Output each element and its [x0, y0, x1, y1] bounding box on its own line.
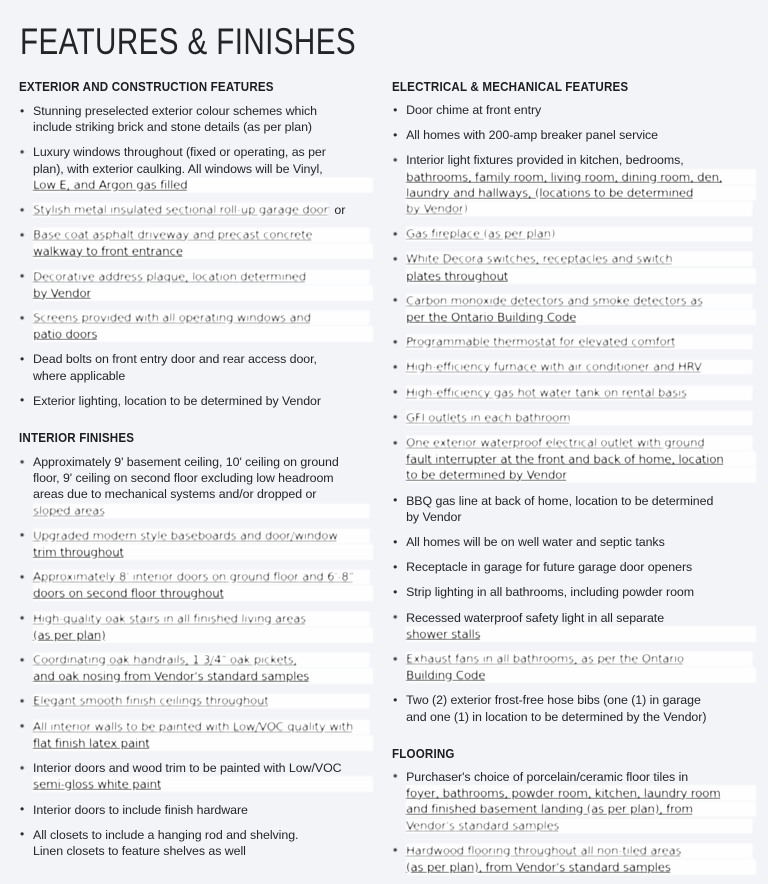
feature-list-electrical-mechanical-features: [391, 102, 756, 725]
feature-item: [391, 584, 756, 600]
section-heading-electrical-mechanical-features: ELECTRICAL & MECHANICAL FEATURES: [392, 80, 629, 94]
feature-text-line-degraded: • Programmable thermostat for elevated comfort: [406, 335, 753, 350]
feature-item: [391, 769, 756, 834]
feature-text-line: • Two (2) exterior frost-free hose bibs (one (1) in garage: [406, 693, 701, 708]
feature-text-line-degraded: (as per plan), from Vendor's standard samples: [406, 859, 756, 875]
feature-text-line-degraded: • All interior walls to be painted with Low/VOC quality with: [33, 719, 370, 734]
feature-text-line-degraded: walkway to front entrance: [33, 244, 373, 260]
feature-text-line-degraded: flat finish latex paint: [33, 735, 373, 751]
feature-item: [18, 719, 373, 751]
section-heading-flooring: FLOORING: [392, 746, 455, 761]
feature-text-line: • Purchaser's choice of porcelain/ceramic floor tiles in: [406, 769, 689, 784]
feature-text-line-degraded: • Screens provided with all operating windows and: [33, 311, 370, 326]
feature-text-line-degraded: • Hardwood flooring throughout all non-tiled areas: [406, 843, 753, 858]
feature-text-line: and one (1) in location to be determined by the Vendor): [406, 709, 707, 724]
feature-item: [391, 385, 756, 401]
feature-text-line-degraded: plates throughout: [406, 268, 756, 284]
feature-text-line: areas due to mechanical systems and/or dropped or: [33, 487, 317, 502]
feature-item: [391, 534, 756, 550]
feature-text-line: • Luxury windows throughout (fixed or operating, as per: [33, 145, 326, 160]
feature-text-line-degraded: Stylish metal insulated sectional roll-up garage door: [32, 203, 329, 217]
feature-item: [18, 269, 373, 301]
feature-item: [391, 152, 756, 217]
feature-text-line: • Strip lighting in all bathrooms, including powder room: [406, 585, 695, 600]
feature-text-line-degraded: fault interrupter at the front and back of home, location: [406, 451, 756, 467]
feature-text-line: • All homes with 200-amp breaker panel service: [406, 128, 659, 143]
feature-text-line-degraded: semi-gloss white paint: [33, 776, 373, 792]
feature-item: [18, 611, 373, 643]
feature-text-line-degraded: • Exhaust fans in all bathrooms, as per the Ontario: [406, 652, 753, 667]
feature-item: [391, 692, 756, 724]
feature-text-line-degraded: • Base coat asphalt driveway and precast concrete: [33, 228, 370, 243]
feature-text-line: • Door chime at front entry: [406, 103, 542, 117]
feature-item: [391, 559, 756, 575]
feature-item: [18, 351, 373, 383]
feature-item: [18, 393, 373, 409]
feature-text-line: • Approximately 9' basement ceiling, 10' ceiling on ground: [33, 455, 339, 470]
feature-item: [391, 127, 756, 143]
feature-item: [18, 310, 373, 342]
feature-text-line-degraded: doors on second floor throughout: [33, 586, 373, 602]
feature-text-line-degraded: bathrooms, family room, living room, dining room, den,: [406, 169, 756, 185]
feature-item: [391, 251, 756, 283]
feature-item: [391, 610, 756, 642]
feature-text-line-degraded: foyer, bathrooms, powder room, kitchen, laundry room: [406, 785, 756, 801]
feature-text-line-degraded: • Coordinating oak handrails, 1 3/4" oak pickets,: [33, 653, 370, 668]
right-column: [391, 80, 756, 884]
feature-item: [391, 435, 756, 484]
feature-item: [18, 760, 373, 792]
feature-text-line: include striking brick and stone details (as per plan): [33, 120, 312, 135]
feature-text-line: • BBQ gas line at back of home, location to be determined: [406, 493, 714, 508]
feature-item: [18, 569, 373, 601]
feature-item: [18, 528, 373, 560]
feature-item: [391, 359, 756, 375]
feature-item: [391, 102, 756, 118]
feature-text-line-degraded: patio doors: [33, 326, 373, 342]
feature-text-line-degraded: by Vendor): [406, 202, 753, 217]
feature-item: [18, 227, 373, 259]
feature-text-line-degraded: Low E, and Argon gas filled: [33, 177, 373, 193]
feature-text-line-degraded: sloped areas: [33, 503, 370, 518]
feature-item: [391, 226, 756, 242]
feature-text-line-degraded: and finished basement landing (as per plan), from: [406, 802, 756, 818]
left-column: [18, 80, 373, 868]
feature-text-line-degraded: by Vendor: [33, 285, 373, 301]
feature-text-line: • Dead bolts on front entry door and rear access door,: [33, 352, 317, 367]
feature-text-line: by Vendor: [406, 509, 462, 524]
feature-text-line-degraded: and oak nosing from Vendor's standard samples: [33, 668, 373, 684]
feature-item: [18, 103, 373, 135]
feature-text-line-degraded: • White Decora switches, receptacles and switch: [406, 252, 753, 267]
feature-text-line: • Interior doors to include finish hardware: [33, 802, 248, 817]
feature-item: [18, 802, 373, 818]
feature-text-line-degraded: Vendor's standard samples: [406, 818, 753, 833]
feature-text-line-degraded: trim throughout: [33, 544, 373, 560]
feature-text-line-tail: or: [331, 203, 346, 218]
section-heading-interior-finishes: INTERIOR FINISHES: [19, 431, 135, 446]
two-column-layout: [18, 80, 756, 884]
feature-text-line: • Receptacle in garage for future garage door openers: [406, 560, 693, 575]
feature-item: [391, 651, 756, 683]
feature-text-line-degraded: • Gas fireplace (as per plan): [406, 227, 753, 242]
feature-list-flooring: [391, 769, 756, 875]
feature-text-line-degraded: • Elegant smooth finish ceilings throughout: [33, 694, 370, 709]
feature-item: [18, 827, 373, 859]
feature-text-line: • Recessed waterproof safety light in all separate: [406, 610, 665, 625]
feature-text-line-degraded: per the Ontario Building Code: [406, 309, 756, 325]
feature-text-line-degraded: • High-efficiency gas hot water tank on rental basis: [406, 385, 753, 400]
feature-text-line-degraded: • Carbon monoxide detectors and smoke detectors as: [406, 293, 753, 308]
feature-text-line: • All homes will be on well water and septic tanks: [406, 535, 665, 550]
feature-item: [18, 144, 373, 193]
section-heading-exterior-and-construction-features: EXTERIOR AND CONSTRUCTION FEATURES: [19, 80, 274, 94]
feature-text-line-degraded: • High-quality oak stairs in all finished living areas: [33, 611, 370, 626]
feature-text-line-degraded: • Upgraded modern style baseboards and door/window: [33, 528, 370, 543]
feature-text-line-degraded: • Approximately 8' interior doors on ground floor and 6'-8": [33, 570, 370, 585]
feature-item: [18, 454, 373, 519]
feature-text-line-degraded: • One exterior waterproof electrical outlet with ground: [406, 436, 753, 451]
feature-item: [18, 652, 373, 684]
feature-text-line-degraded: • GFI outlets in each bathroom: [406, 410, 753, 425]
feature-text-line-degraded: laundry and hallways, (locations to be determined: [406, 185, 756, 201]
feature-text-line-degraded: (as per plan): [33, 627, 373, 643]
page-title: FEATURES & FINISHES: [20, 21, 356, 62]
feature-text-line: plan), with exterior caulking. All windows will be Vinyl,: [33, 161, 323, 176]
feature-text-line: • Stunning preselected exterior colour schemes which: [33, 104, 318, 118]
feature-item: [18, 202, 373, 218]
feature-text-line: • Interior light fixtures provided in kitchen, bedrooms,: [406, 153, 684, 168]
feature-item: [391, 334, 756, 350]
feature-text-line-degraded: • Decorative address plaque, location determined: [33, 269, 370, 284]
feature-text-line: • Exterior lighting, location to be determined by Vendor: [33, 393, 321, 408]
feature-text-line-degraded: Building Code: [406, 667, 756, 683]
feature-text-line-degraded: shower stalls: [406, 626, 756, 642]
feature-item: [391, 410, 756, 426]
feature-item: [391, 493, 756, 525]
feature-text-line: floor, 9' ceiling on second floor excluding low headroom: [33, 471, 334, 486]
feature-text-line: • All closets to include a hanging rod and shelving.: [33, 827, 299, 842]
feature-item: [391, 843, 756, 875]
feature-list-exterior-and-construction-features: [18, 103, 373, 409]
feature-list-interior-finishes: [18, 454, 373, 859]
feature-text-line: Linen closets to feature shelves as well: [33, 843, 246, 858]
feature-text-line-degraded: to be determined by Vendor: [406, 468, 756, 484]
feature-item: [391, 293, 756, 325]
feature-item: [18, 693, 373, 709]
feature-text-line: • Interior doors and wood trim to be painted with Low/VOC: [33, 761, 342, 776]
feature-text-line-degraded: • High-efficiency furnace with air conditioner and HRV: [406, 360, 753, 375]
feature-text-line: where applicable: [33, 368, 126, 383]
